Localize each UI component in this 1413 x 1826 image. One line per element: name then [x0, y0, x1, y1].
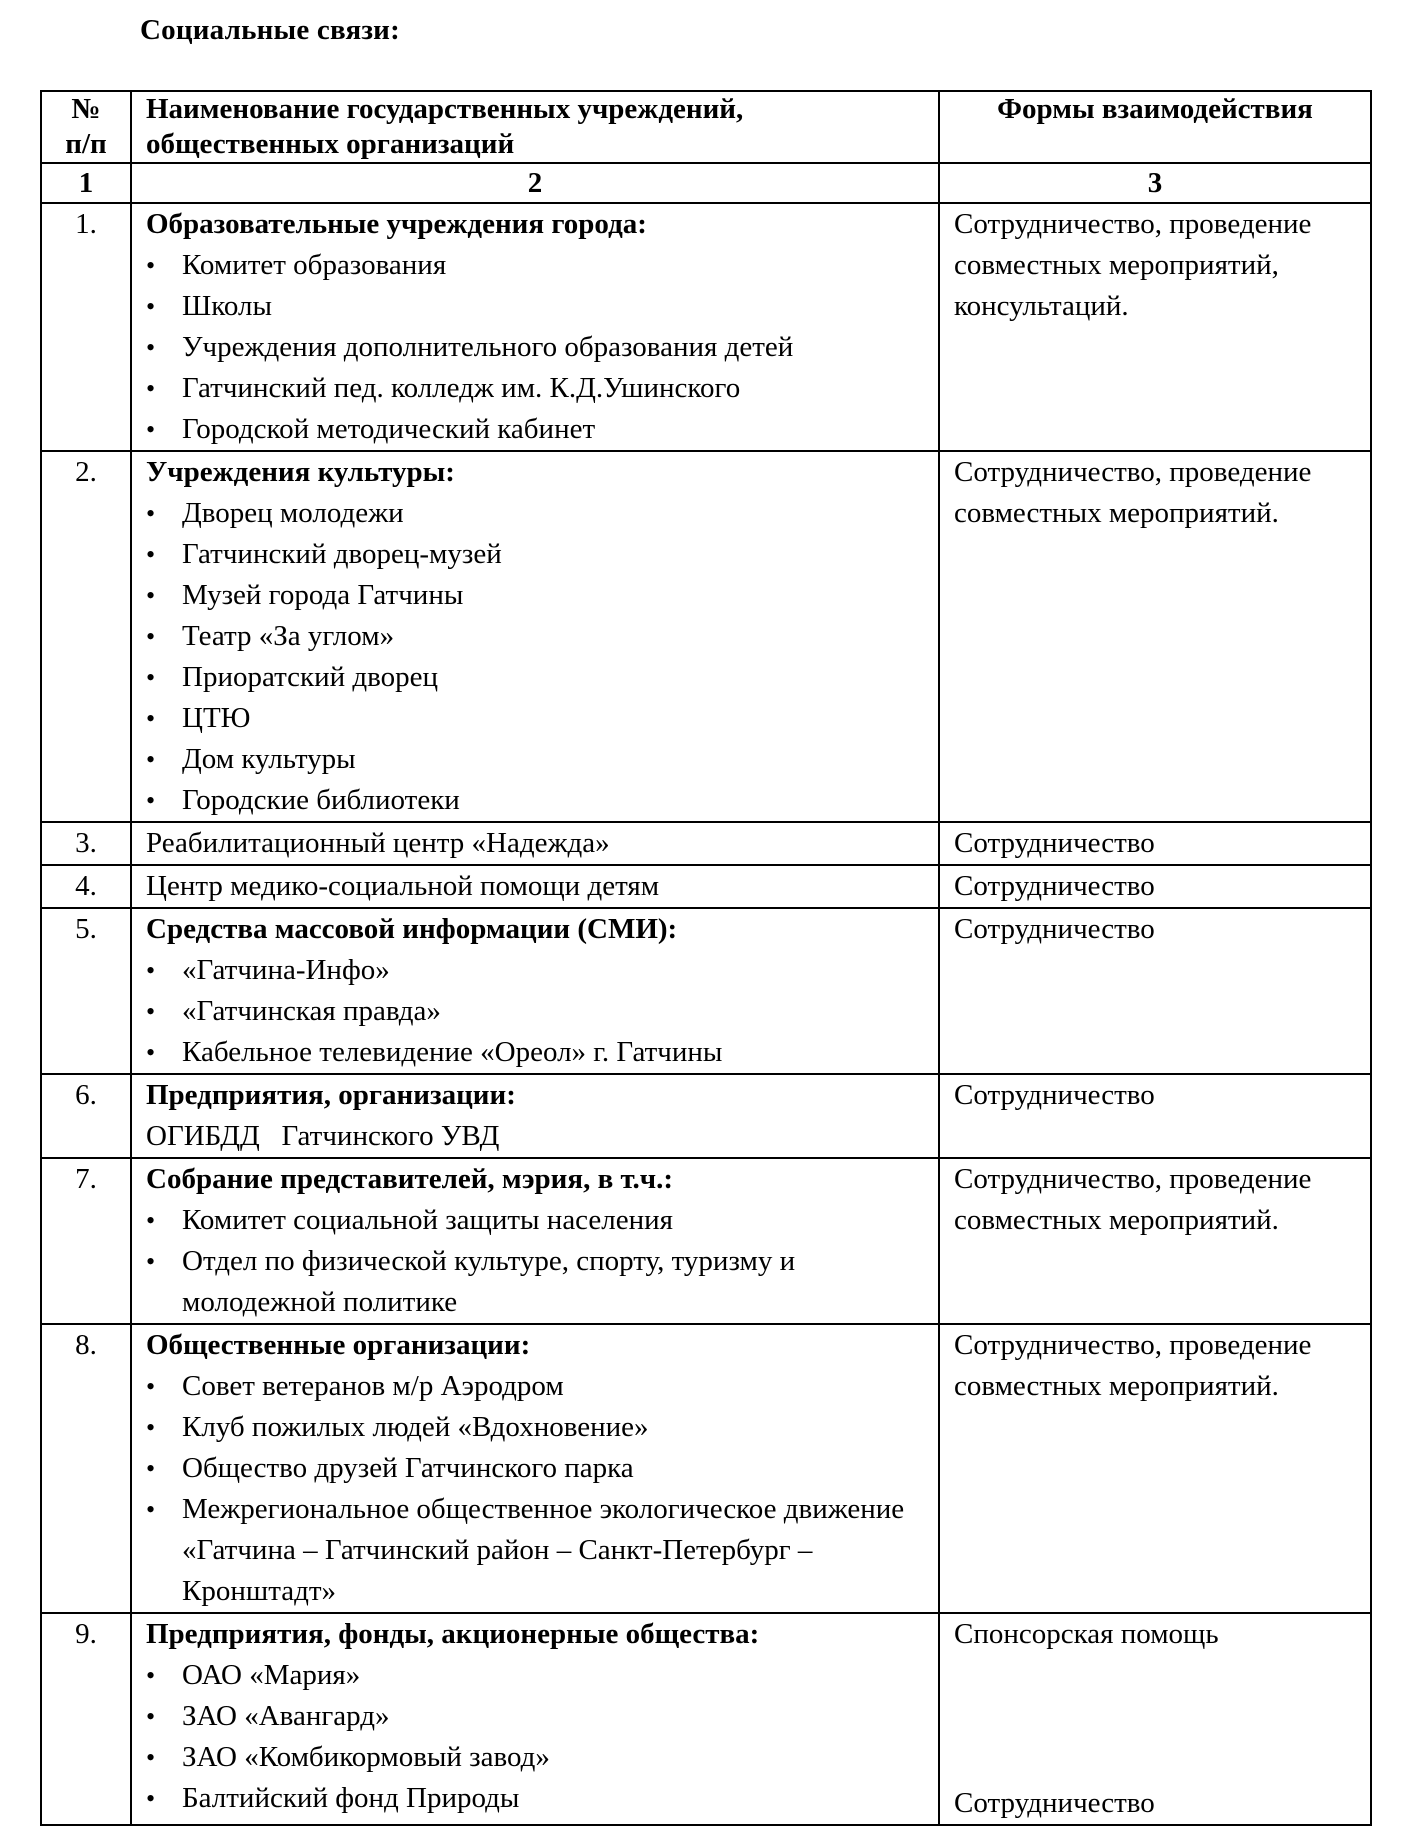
list-item: • Клуб пожилых людей «Вдохновение» — [146, 1407, 924, 1448]
organization-cell: Центр медико-социальной помощи детям — [131, 865, 939, 908]
interaction-form-cell — [939, 1324, 1371, 1613]
organization-text: ОГИБДД Гатчинского УВД — [146, 1120, 500, 1152]
list-item: • Учреждения дополнительного образования детей — [146, 327, 924, 368]
organization-cell — [131, 1074, 939, 1158]
column-number: 1 — [41, 163, 131, 203]
row-number: 2. — [41, 451, 131, 822]
organization-cell: Реабилитационный центр «Надежда» — [131, 822, 939, 865]
page-title: Социальные связи: — [140, 14, 400, 46]
category-title: Собрание представителей, мэрия, в т.ч.: — [146, 1163, 674, 1195]
list-item: • Школы — [146, 286, 924, 327]
list-item: • Комитет образования — [146, 245, 924, 286]
list-item: • ОАО «Мария» — [146, 1655, 924, 1696]
table-header-row — [41, 91, 1371, 163]
row-number: 6. — [41, 1074, 131, 1158]
list-item: • Межрегиональное общественное экологическое движение «Гатчина – Гатчинский район – Санкт-Петербург – Кронштадт» — [146, 1489, 924, 1612]
header-forms: Формы взаимодействия — [939, 91, 1371, 163]
list-item: • ЗАО «Комбикормовый завод» — [146, 1737, 924, 1778]
table-row — [41, 822, 1371, 865]
organization-cell — [131, 1324, 939, 1613]
row-number: 3. — [41, 822, 131, 865]
table-row — [41, 908, 1371, 1074]
table-row — [41, 865, 1371, 908]
list-item: • Приоратский дворец — [146, 657, 924, 698]
interaction-form-cell — [939, 203, 1371, 451]
table-row — [41, 203, 1371, 451]
list-item: • Гатчинский пед. колледж им. К.Д.Ушинского — [146, 368, 924, 409]
column-numbers-row — [41, 163, 1371, 203]
category-title: Средства массовой информации (СМИ): — [146, 913, 678, 945]
interaction-form-cell — [939, 1074, 1371, 1158]
list-item: • Городские библиотеки — [146, 780, 924, 821]
table-row — [41, 1158, 1371, 1324]
interaction-form-cell — [939, 451, 1371, 822]
list-item: • ЦТЮ — [146, 698, 924, 739]
interaction-form: Сотрудничество — [954, 1079, 1155, 1111]
table-row — [41, 1324, 1371, 1613]
interaction-form: Сотрудничество, проведение совместных мероприятий. — [954, 1329, 1312, 1402]
header-num: № п/п — [41, 91, 131, 163]
row-number: 5. — [41, 908, 131, 1074]
organization-list — [146, 493, 924, 821]
interaction-form: Сотрудничество, проведение совместных мероприятий, консультаций. — [954, 208, 1312, 322]
list-item: • Дом культуры — [146, 739, 924, 780]
list-item: • Городской методический кабинет — [146, 409, 924, 450]
organization-list — [146, 950, 924, 1073]
list-item: • Кабельное телевидение «Ореол» г. Гатчины — [146, 1032, 924, 1073]
interaction-form-cell — [939, 1613, 1371, 1825]
row-number: 8. — [41, 1324, 131, 1613]
list-item: • Гатчинский дворец-музей — [146, 534, 924, 575]
list-item: • «Гатчина-Инфо» — [146, 950, 924, 991]
category-title: Предприятия, организации: — [146, 1079, 516, 1111]
column-number: 3 — [939, 163, 1371, 203]
interaction-form-cell — [939, 1158, 1371, 1324]
list-item: • Музей города Гатчины — [146, 575, 924, 616]
organization-list — [146, 245, 924, 450]
table-row — [41, 1074, 1371, 1158]
interaction-form: Сотрудничество — [954, 913, 1155, 945]
category-title: Образовательные учреждения города: — [146, 208, 647, 240]
list-item: • Театр «За углом» — [146, 616, 924, 657]
organization-list — [146, 1366, 924, 1612]
table-row — [41, 451, 1371, 822]
row-number: 4. — [41, 865, 131, 908]
header-name: Наименование государственных учреждений, общественных организаций — [131, 91, 939, 163]
list-item: • Балтийский фонд Природы — [146, 1778, 924, 1819]
category-title: Предприятия, фонды, акционерные общества: — [146, 1618, 760, 1650]
organization-cell — [131, 1613, 939, 1825]
organization-cell — [131, 1158, 939, 1324]
category-title: Общественные организации: — [146, 1329, 531, 1361]
interaction-form: Сотрудничество — [939, 865, 1371, 908]
interaction-form-cell — [939, 908, 1371, 1074]
list-item: • «Гатчинская правда» — [146, 991, 924, 1032]
interaction-form-secondary: Сотрудничество — [954, 1787, 1155, 1819]
row-number: 7. — [41, 1158, 131, 1324]
table-row — [41, 1613, 1371, 1825]
list-item: • Отдел по физической культуре, спорту, туризму и молодежной политике — [146, 1241, 924, 1323]
list-item: • Комитет социальной защиты населения — [146, 1200, 924, 1241]
row-number: 1. — [41, 203, 131, 451]
organization-cell — [131, 203, 939, 451]
list-item: • ЗАО «Авангард» — [146, 1696, 924, 1737]
list-item: • Общество друзей Гатчинского парка — [146, 1448, 924, 1489]
organization-cell — [131, 451, 939, 822]
interaction-form: Сотрудничество, проведение совместных мероприятий. — [954, 456, 1312, 529]
row-number: 9. — [41, 1613, 131, 1825]
social-links-table — [40, 90, 1372, 1826]
column-number: 2 — [131, 163, 939, 203]
interaction-form: Сотрудничество — [939, 822, 1371, 865]
organization-list — [146, 1655, 924, 1819]
interaction-form: Сотрудничество, проведение совместных мероприятий. — [954, 1163, 1312, 1236]
list-item: • Совет ветеранов м/р Аэродром — [146, 1366, 924, 1407]
interaction-form: Спонсорская помощь — [954, 1618, 1219, 1650]
organization-cell — [131, 908, 939, 1074]
list-item: • Дворец молодежи — [146, 493, 924, 534]
category-title: Учреждения культуры: — [146, 456, 455, 488]
organization-list — [146, 1200, 924, 1323]
